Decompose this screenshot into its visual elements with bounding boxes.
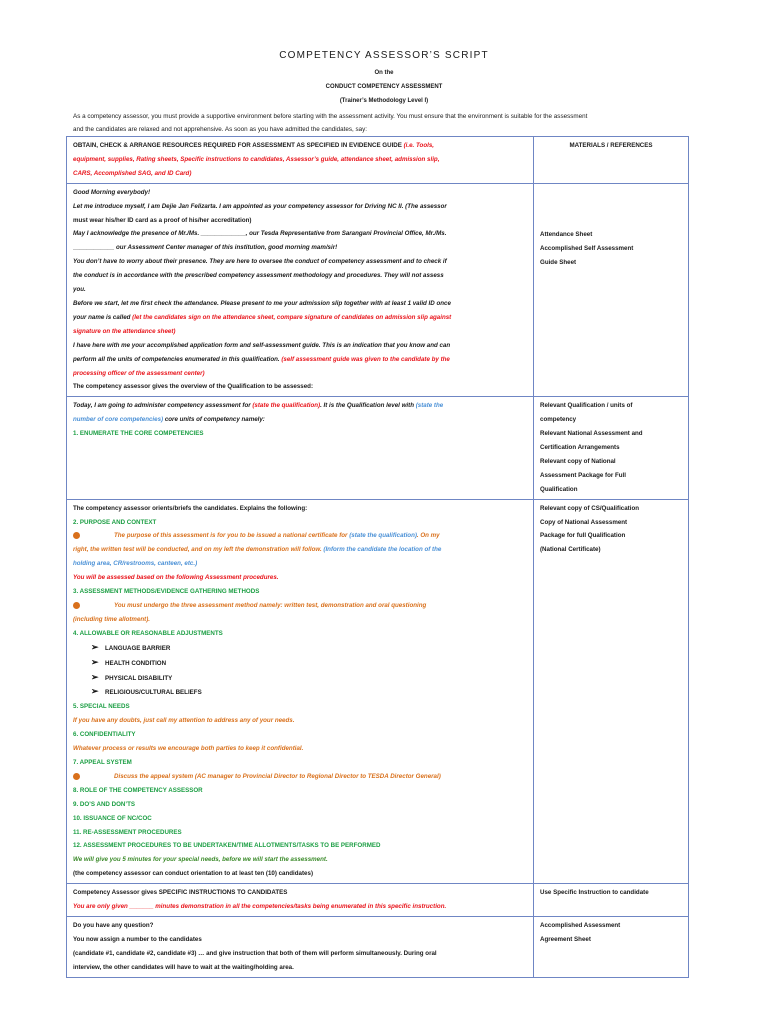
overview-text: Today, I am going to administer competency assessment for	[73, 402, 253, 410]
greeting-materials	[534, 183, 689, 397]
orientation-line	[73, 599, 527, 613]
bullet-icon	[73, 532, 80, 539]
material-item: Package for full Qualification	[540, 532, 626, 540]
resources-cell	[67, 137, 534, 184]
resources-note: (i.e. Tools,	[403, 142, 434, 149]
greeting-line: must wear his/her ID card as a proof of his/her accreditation)	[73, 216, 252, 224]
orientation-text: You must undergo the three assessment method namely: written test, demonstration and oral questioning	[114, 602, 427, 609]
subtitle-subject: CONDUCT COMPETENCY ASSESSMENT	[325, 84, 443, 90]
resources-line	[73, 139, 527, 153]
greeting-line: Before we start, let me first check the attendance. Please present to me your admission slip together with at least 1 valid ID once	[73, 299, 451, 307]
orientation-line: The competency assessor orients/briefs the candidates. Explains the following:	[73, 504, 308, 512]
orientation-note: (Inform the candidate the location of the	[323, 546, 442, 554]
orientation-text: right, the written test will be conducted, and on my left the demonstration will follow.	[73, 546, 324, 554]
orientation-line: 12. ASSESSMENT PROCEDURES TO BE UNDERTAKEN/TIME ALLOTMENTS/TASKS TO BE PERFORMED	[73, 842, 381, 850]
subtitle-on: On the	[374, 70, 394, 76]
questions-line: (candidate #1, candidate #2, candidate #3) … and give instruction that both of them will perform simultaneously. During oral	[73, 949, 437, 957]
intro-line: As a competency assessor, you must provide a supportive environment before starting with the assessment activity. You must ensure that the environment is suitable for the assessment	[73, 113, 588, 120]
material-item: Certification Arrangements	[540, 444, 620, 452]
orientation-line: 8. ROLE OF THE COMPETENCY ASSESSOR	[73, 786, 203, 794]
resources-line: CARS, Accomplished SAG, and ID Card)	[73, 169, 192, 177]
greeting-line: Good Morning everybody!	[73, 188, 151, 196]
orientation-line: (the competency assessor can conduct orientation to at least ten (10) candidates)	[73, 870, 313, 878]
material-item: Relevant copy of National	[540, 457, 616, 465]
greeting-cell	[67, 183, 534, 397]
orientation-materials	[534, 499, 689, 883]
adjustment-label: LANGUAGE BARRIER	[105, 644, 171, 652]
greeting-text: perform all the units of competencies enumerated in this qualification.	[73, 355, 282, 363]
orientation-line: 10. ISSUANCE OF NC/COC	[73, 814, 152, 822]
orientation-text: . On my	[416, 532, 440, 540]
orientation-line: 4. ALLOWABLE OR REASONABLE ADJUSTMENTS	[73, 629, 223, 637]
material-item: Copy of National Assessment	[540, 518, 628, 526]
greeting-note: (self assessment guide was given to the candidate by the	[281, 355, 450, 363]
bullet-icon	[73, 773, 80, 780]
overview-note: number of core competencies)	[73, 416, 164, 424]
orientation-line: If you have any doubts, just call my attention to address any of your needs.	[73, 717, 295, 725]
intro-paragraph	[73, 110, 693, 136]
orientation-line	[73, 529, 527, 543]
orientation-line: 11. RE-ASSESSMENT PROCEDURES	[73, 828, 182, 836]
greeting-line: You don’t have to worry about their presence. They are here to oversee the conduct of competency assessment and to check if	[73, 258, 447, 266]
greeting-line: May I acknowledge the presence of Mr./Ms. _____________, our Tesda Representative from Sarangani Provincial Office, Mr./Ms.	[73, 230, 447, 238]
arrow-icon: ➢	[91, 656, 99, 667]
greeting-line: the conduct is in accordance with the prescribed competency assessment methodology and procedures. They will not assess	[73, 272, 444, 280]
materials-header: MATERIALS / REFERENCES	[534, 137, 689, 184]
overview-text: core units of competency namely:	[163, 416, 265, 424]
orientation-line	[73, 770, 527, 784]
table-row-overview	[67, 397, 689, 499]
orientation-line: 2. PURPOSE AND CONTEXT	[73, 518, 157, 526]
table-row-greeting	[67, 183, 689, 397]
orientation-line: Whatever process or results we encourage both parties to keep it confidential.	[73, 745, 304, 753]
adjustment-item	[73, 641, 527, 656]
adjustment-label: HEALTH CONDITION	[105, 659, 167, 667]
greeting-line: The competency assessor gives the overview of the Qualification to be assessed:	[73, 383, 314, 391]
orientation-text: The purpose of this assessment is for you to be issued a national certificate for	[114, 532, 350, 540]
adjustment-item	[73, 656, 527, 671]
table-row-questions	[67, 916, 689, 977]
material-item: Guide Sheet	[540, 258, 577, 266]
overview-note: (state the	[415, 402, 444, 410]
orientation-line: 6. CONFIDENTIALITY	[73, 731, 136, 739]
material-item: Relevant National Assessment and	[540, 430, 643, 438]
adjustment-label: RELIGIOUS/CULTURAL BELIEFS	[105, 689, 202, 697]
overview-materials	[534, 397, 689, 499]
table-row-orientation	[67, 499, 689, 883]
overview-text: . It is the Qualification level with	[320, 402, 416, 410]
instructions-line: Competency Assessor gives SPECIFIC INSTRUCTIONS TO CANDIDATES	[73, 889, 288, 897]
orientation-note: (state the qualification)	[349, 532, 417, 540]
orientation-line: You will be assessed based on the following Assessment procedures.	[73, 574, 279, 582]
orientation-line: We will give you 5 minutes for your special needs, before we will start the assessment.	[73, 856, 328, 864]
overview-note: (state the qualification)	[252, 402, 321, 410]
bullet-icon	[73, 602, 80, 609]
orientation-line: holding area, CR/restrooms, canteen, etc.)	[73, 560, 198, 568]
greeting-line: ____________ our Assessment Center manager of this institution, good morning mam/sir!	[73, 244, 338, 252]
material-item: Qualification	[540, 485, 578, 493]
orientation-cell	[67, 499, 534, 883]
intro-line: and the candidates are relaxed and not apprehensive. As soon as you have admitted the candidates, say:	[73, 126, 368, 133]
table-row-resources	[67, 137, 689, 184]
arrow-icon: ➢	[91, 686, 99, 697]
orientation-line: 5. SPECIAL NEEDS	[73, 703, 130, 711]
instructions-materials	[534, 884, 689, 917]
document-title: COMPETENCY ASSESSOR’S SCRIPT	[279, 50, 489, 61]
instructions-cell	[67, 884, 534, 917]
table-row-instructions	[67, 884, 689, 917]
orientation-line: 7. APPEAL SYSTEM	[73, 758, 132, 766]
greeting-line: you.	[73, 286, 86, 294]
resources-line: equipment, supplies, Rating sheets, Specific instructions to candidates, Assessor’s guide, attendance sheet, admission slip,	[73, 155, 440, 163]
material-item: Assessment Package for Full	[540, 471, 626, 479]
overview-line	[73, 413, 527, 427]
overview-cell	[67, 397, 534, 499]
adjustment-item	[73, 671, 527, 686]
script-table	[66, 136, 689, 978]
arrow-icon: ➢	[91, 671, 99, 682]
material-item: Relevant Qualification / units of	[540, 402, 633, 410]
material-item: Accomplished Assessment	[540, 921, 621, 929]
orientation-line	[73, 543, 527, 557]
material-item: Use Specific Instruction to candidate	[540, 889, 649, 897]
greeting-line	[73, 311, 527, 325]
greeting-note: (let the candidates sign on the attendance sheet, compare signature of candidates on admission slip against	[132, 313, 452, 321]
resources-heading: OBTAIN, CHECK & ARRANGE RESOURCES REQUIRED FOR ASSESSMENT AS SPECIFIED IN EVIDENCE GUIDE	[73, 142, 404, 149]
greeting-line: processing officer of the assessment center)	[73, 369, 205, 377]
greeting-line	[73, 353, 527, 367]
subtitle-level: (Trainer’s Methodology Level I)	[339, 98, 429, 104]
material-item: (National Certificate)	[540, 546, 601, 554]
greeting-line: Let me introduce myself, I am Dejie Jan Felizarta. I am appointed as your competency assessor for Driving NC II. (The assessor	[73, 202, 447, 210]
adjustment-label: PHYSICAL DISABILITY	[105, 674, 173, 682]
questions-line: Do you have any question?	[73, 921, 154, 929]
questions-line: interview, the other candidates will have to wait at the waiting/holding area.	[73, 963, 294, 971]
overview-line: 1. ENUMERATE THE CORE COMPETENCIES	[73, 430, 204, 438]
orientation-line: (including time allotment).	[73, 615, 150, 623]
questions-line: You now assign a number to the candidates	[73, 935, 202, 943]
overview-line	[73, 399, 527, 413]
orientation-line: 9. DO’S AND DON’TS	[73, 800, 135, 808]
orientation-line: 3. ASSESSMENT METHODS/EVIDENCE GATHERING METHODS	[73, 588, 260, 596]
questions-cell	[67, 916, 534, 977]
material-item: Accomplished Self Assessment	[540, 244, 634, 252]
material-item: Relevant copy of CS/Qualification	[540, 504, 640, 512]
orientation-text: Discuss the appeal system (AC manager to Provincial Director to Regional Director to TESDA Director General)	[114, 772, 441, 780]
adjustment-item	[73, 685, 527, 700]
arrow-icon: ➢	[91, 641, 99, 652]
questions-materials	[534, 916, 689, 977]
material-item: competency	[540, 416, 577, 424]
greeting-text: your name is called	[73, 313, 133, 321]
material-item: Agreement Sheet	[540, 935, 591, 943]
greeting-line: I have here with me your accomplished application form and self-assessment guide. This is an indication that you know and can	[73, 341, 451, 349]
instructions-line: You are only given _______ minutes demonstration in all the competencies/tasks being enumerated in this specific instruction.	[73, 903, 447, 911]
greeting-line: signature on the attendance sheet)	[73, 327, 176, 335]
material-item: Attendance Sheet	[540, 230, 593, 238]
